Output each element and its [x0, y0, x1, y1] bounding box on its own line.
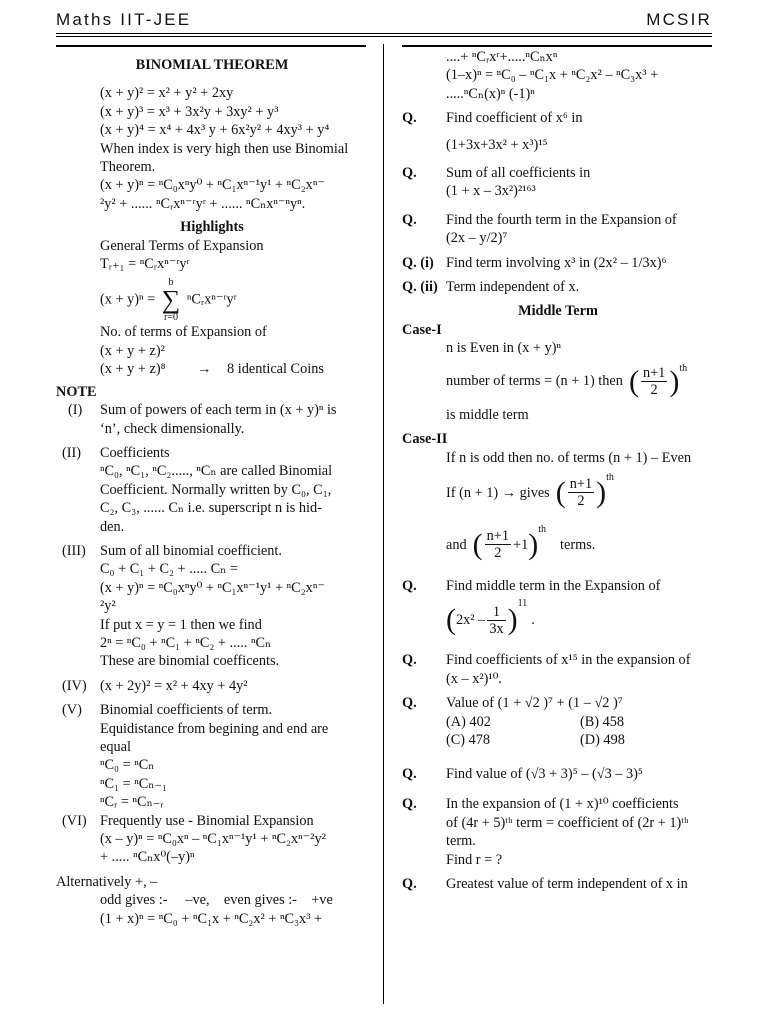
question-label: Q. [402, 577, 417, 594]
header-rule-thin [56, 36, 712, 37]
trinomial-eighth-expr: (x + y + z)⁸ [100, 361, 166, 378]
right-column [402, 48, 714, 893]
note-text: ⁿCᵣ = ⁿCₙ₋ᵣ [100, 794, 164, 811]
question-text: Sum of all coefficients in [446, 165, 591, 182]
period: . [531, 612, 535, 629]
question-4 [402, 254, 714, 272]
note-item-4 [56, 677, 368, 695]
exponent: 11 [517, 598, 528, 610]
note-text: (x + 2y)² = x² + 4xy + 4y² [100, 677, 248, 694]
question-text: In the expansion of (1 + x)¹⁰ coefficients [446, 796, 679, 813]
high-index-text-2: Theorem. [100, 159, 156, 176]
question-9 [402, 759, 714, 789]
general-terms-text: General Terms of Expansion [100, 237, 264, 254]
option-b[interactable]: (B) 458 [580, 713, 625, 730]
question-1 [402, 109, 714, 154]
expr-lhs: 2x² – [456, 612, 486, 629]
paren-close-icon: ) [669, 364, 680, 398]
question-label: Q. [402, 766, 417, 783]
header-left-title: Maths IIT-JEE [56, 10, 192, 29]
note-text: equal [100, 739, 131, 755]
one-minus-x-expansion-2: .....ⁿCₙ(x)ⁿ (-1)ⁿ [446, 85, 535, 102]
question-text: Value of (1 + √2 )⁷ + (1 – √2 )⁷ [446, 695, 623, 712]
question-label: Q. [402, 211, 417, 228]
fraction [568, 476, 594, 509]
case-2-and [402, 519, 714, 571]
case-1-heading: Case-I [402, 321, 442, 338]
question-label: Q. (ii) [402, 279, 438, 296]
note-text: If put x = y = 1 then we find [100, 616, 262, 633]
note-item-2 [56, 444, 368, 536]
highlights-heading: Highlights [180, 219, 244, 236]
paren-open-icon: ( [555, 475, 566, 509]
fraction [641, 365, 667, 398]
question-expression [446, 595, 660, 645]
continued-expansion: ....+ ⁿCᵣxʳ+.....ⁿCₙxⁿ [446, 49, 558, 65]
option-c[interactable]: (C) 478 [446, 731, 491, 748]
note-item-1 [56, 401, 368, 438]
question-expression: (2x – y/2)⁷ [446, 230, 508, 247]
question-text: Find term involving x³ in (2x² – 1/3x)⁶ [446, 254, 667, 271]
question-7 [402, 651, 714, 688]
paren-close-icon: ) [596, 475, 607, 509]
note-text: C₂, C₃, ...... Cₙ i.e. superscript n is hid- [100, 500, 322, 517]
fraction [487, 604, 505, 637]
paren-open-icon: ( [446, 603, 456, 637]
note-label: (VI) [62, 812, 87, 829]
question-10 [402, 795, 714, 869]
terms-text: terms. [560, 536, 596, 553]
question-label: Q. [402, 110, 417, 127]
note-text: Coefficient. Normally written by C₀, C₁, [100, 481, 332, 498]
right-column-rule [402, 45, 712, 47]
question-6 [402, 577, 714, 645]
no-of-terms-text: No. of terms of Expansion of [100, 324, 267, 341]
general-expansion-2: ²y² + ...... ⁿCᵣxⁿ⁻ʳyʳ + ...... ⁿCₙxⁿ⁻ⁿyⁿ. [100, 195, 306, 212]
paren-close-icon: ) [528, 527, 539, 561]
note-text: ‘n’, check dimensionally. [100, 420, 245, 437]
case-2-heading: Case-II [402, 431, 448, 448]
note-label: (V) [62, 702, 82, 719]
summation-formula [56, 277, 368, 324]
note-text: + ..... ⁿCₙx⁰(–y)ⁿ [100, 849, 195, 866]
trinomial-eighth [56, 360, 368, 378]
question-label: Q. [402, 875, 417, 892]
superscript-th: th [538, 523, 547, 535]
note-label: (I) [68, 402, 83, 419]
question-text: Greatest value of term independent of x in [446, 875, 688, 892]
identical-coins-text: 8 identical Coins [227, 361, 324, 378]
fraction-denominator: 2 [577, 493, 585, 510]
question-text: Find middle term in the Expansion of [446, 577, 661, 594]
sum-upper: b [168, 277, 174, 289]
header-right-title: MCSIR [646, 10, 712, 29]
paren-open-icon: ( [472, 527, 483, 561]
question-5 [402, 278, 714, 296]
question-expression: (x – x²)¹⁰. [446, 670, 502, 687]
question-label: Q. [402, 652, 417, 669]
question-label: Q. [402, 695, 417, 712]
paren-open-icon: ( [628, 364, 639, 398]
case-1-terms-text: number of terms = (n + 1) then [446, 373, 623, 390]
note-text: ⁿC₀ = ⁿCₙ [100, 757, 155, 774]
case-1-text: n is Even in (x + y)ⁿ [446, 340, 562, 357]
case-2-gives-text: If (n + 1) → gives [446, 484, 550, 501]
case-1-middle-text: is middle term [446, 406, 529, 423]
note-text: 2ⁿ = ⁿC₀ + ⁿC₁ + ⁿC₂ + ..... ⁿCₙ [100, 634, 272, 651]
note-text: (x – y)ⁿ = ⁿC₀xⁿ – ⁿC₁xⁿ⁻¹y¹ + ⁿC₂xⁿ⁻²y² [100, 831, 326, 848]
case-2-gives [402, 467, 714, 519]
question-text: Find coefficients of x¹⁵ in the expansion of [446, 652, 691, 669]
superscript-th: th [606, 471, 614, 483]
paren-close-icon: ) [507, 603, 518, 637]
question-text: of (4r + 5)ᵗʰ term = coefficient of (2r + 1)ᵗʰ [446, 814, 689, 831]
column-divider [383, 44, 384, 1004]
alternatively-text: Alternatively +, – [56, 873, 158, 890]
note-text: Coefficients [100, 444, 170, 461]
middle-term-heading: Middle Term [518, 303, 598, 320]
note-heading: NOTE [56, 383, 97, 400]
odd-even-text: odd gives :- –ve, even gives :- +ve [100, 892, 333, 909]
left-column [56, 52, 368, 928]
option-a[interactable]: (A) 402 [446, 713, 491, 730]
general-term-formula: Tᵣ₊₁ = ⁿCᵣxⁿ⁻ʳyʳ [100, 256, 190, 273]
question-3 [402, 211, 714, 248]
note-text: Equidistance from begining and end are [100, 720, 329, 737]
section-title: BINOMIAL THEOREM [135, 57, 289, 73]
question-8 [402, 694, 714, 712]
sum-lhs: (x + y)ⁿ = [100, 291, 156, 308]
note-text: ²y² [100, 598, 116, 615]
question-label: Q. [402, 165, 417, 182]
question-text: term. [446, 833, 476, 850]
sigma-notation [162, 277, 181, 323]
note-text: Binomial coefficients of term. [100, 702, 273, 719]
general-expansion: (x + y)ⁿ = ⁿC₀xⁿy⁰ + ⁿC₁xⁿ⁻¹y¹ + ⁿC₂xⁿ⁻ [100, 177, 325, 194]
question-text: Find coefficient of x⁶ in [446, 110, 583, 127]
sum-lower: r=0 [164, 312, 179, 324]
expansion-square: (x + y)² = x² + y² + 2xy [100, 85, 234, 102]
note-label: (III) [62, 542, 86, 559]
sum-rhs: ⁿCᵣxⁿ⁻ʳyʳ [186, 291, 237, 308]
fraction-numerator: n+1 [486, 528, 510, 545]
one-plus-x-expansion: (1 + x)ⁿ = ⁿC₀ + ⁿC₁x + ⁿC₂x² + ⁿC₃x³ + [100, 910, 323, 927]
question-label: Q. (i) [402, 254, 434, 271]
sigma-icon: ∑ [161, 285, 181, 315]
trinomial-square: (x + y + z)² [100, 342, 165, 359]
note-text: ⁿC₀, ⁿC₁, ⁿC₂....., ⁿCₙ are called Binomial [100, 463, 333, 480]
fraction-denominator: 3x [489, 620, 504, 637]
fraction [485, 528, 511, 561]
note-text: ⁿC₁ = ⁿCₙ₋₁ [100, 775, 167, 792]
question-text: Find value of (√3 + 3)⁵ – (√3 – 3)⁵ [446, 766, 643, 783]
fraction-denominator: 2 [650, 382, 658, 399]
note-text: Sum of all binomial coefficient. [100, 542, 282, 559]
expansion-cube: (x + y)³ = x³ + 3x²y + 3xy² + y³ [100, 103, 279, 120]
note-text: These are binomial coefficents. [100, 653, 280, 670]
high-index-text: When index is very high then use Binomial [100, 140, 349, 157]
question-11 [402, 875, 714, 893]
note-label: (II) [62, 444, 82, 461]
question-expression: (1 + x – 3x²)²¹⁶³ [446, 183, 536, 200]
note-item-6 [56, 812, 368, 867]
note-text: Frequently use - Binomial Expansion [100, 812, 314, 829]
and-text: and [446, 536, 467, 553]
option-d[interactable]: (D) 498 [580, 731, 625, 748]
arrow-icon: → [197, 361, 212, 378]
note-item-5 [56, 701, 368, 811]
fraction-numerator: 1 [487, 604, 505, 621]
question-2 [402, 164, 714, 201]
case-2-text: If n is odd then no. of terms (n + 1) – Even [446, 449, 692, 466]
superscript-th: th [679, 362, 688, 374]
left-column-rule [56, 45, 366, 47]
question-expression: (1+3x+3x² + x³)¹⁵ [446, 136, 548, 153]
note-text: den. [100, 518, 125, 535]
fraction-numerator: n+1 [642, 365, 666, 382]
case-1-terms [402, 358, 714, 406]
one-minus-x-expansion: (1–x)ⁿ = ⁿC₀ – ⁿC₁x + ⁿC₂x² – ⁿC₃x³ + [446, 67, 659, 84]
note-item-3 [56, 542, 368, 671]
question-text: Find r = ? [446, 851, 503, 868]
fraction-numerator: n+1 [569, 476, 593, 493]
note-text: Sum of powers of each term in (x + y)ⁿ is [100, 402, 337, 419]
question-text: Find the fourth term in the Expansion of [446, 211, 677, 228]
fraction-denominator: 2 [494, 545, 502, 562]
header-rule [56, 33, 712, 34]
answer-options [402, 713, 714, 750]
question-label: Q. [402, 796, 417, 813]
note-text: C₀ + C₁ + C₂ + ..... Cₙ = [100, 561, 238, 578]
note-text: (x + y)ⁿ = ⁿC₀xⁿy⁰ + ⁿC₁xⁿ⁻¹y¹ + ⁿC₂xⁿ⁻ [100, 579, 325, 596]
expansion-fourth: (x + y)⁴ = x⁴ + 4x³ y + 6x²y² + 4xy³ + y⁴ [100, 122, 330, 139]
question-text: Term independent of x. [446, 279, 580, 296]
note-label: (IV) [62, 677, 87, 694]
plus-one: +1 [513, 536, 529, 553]
